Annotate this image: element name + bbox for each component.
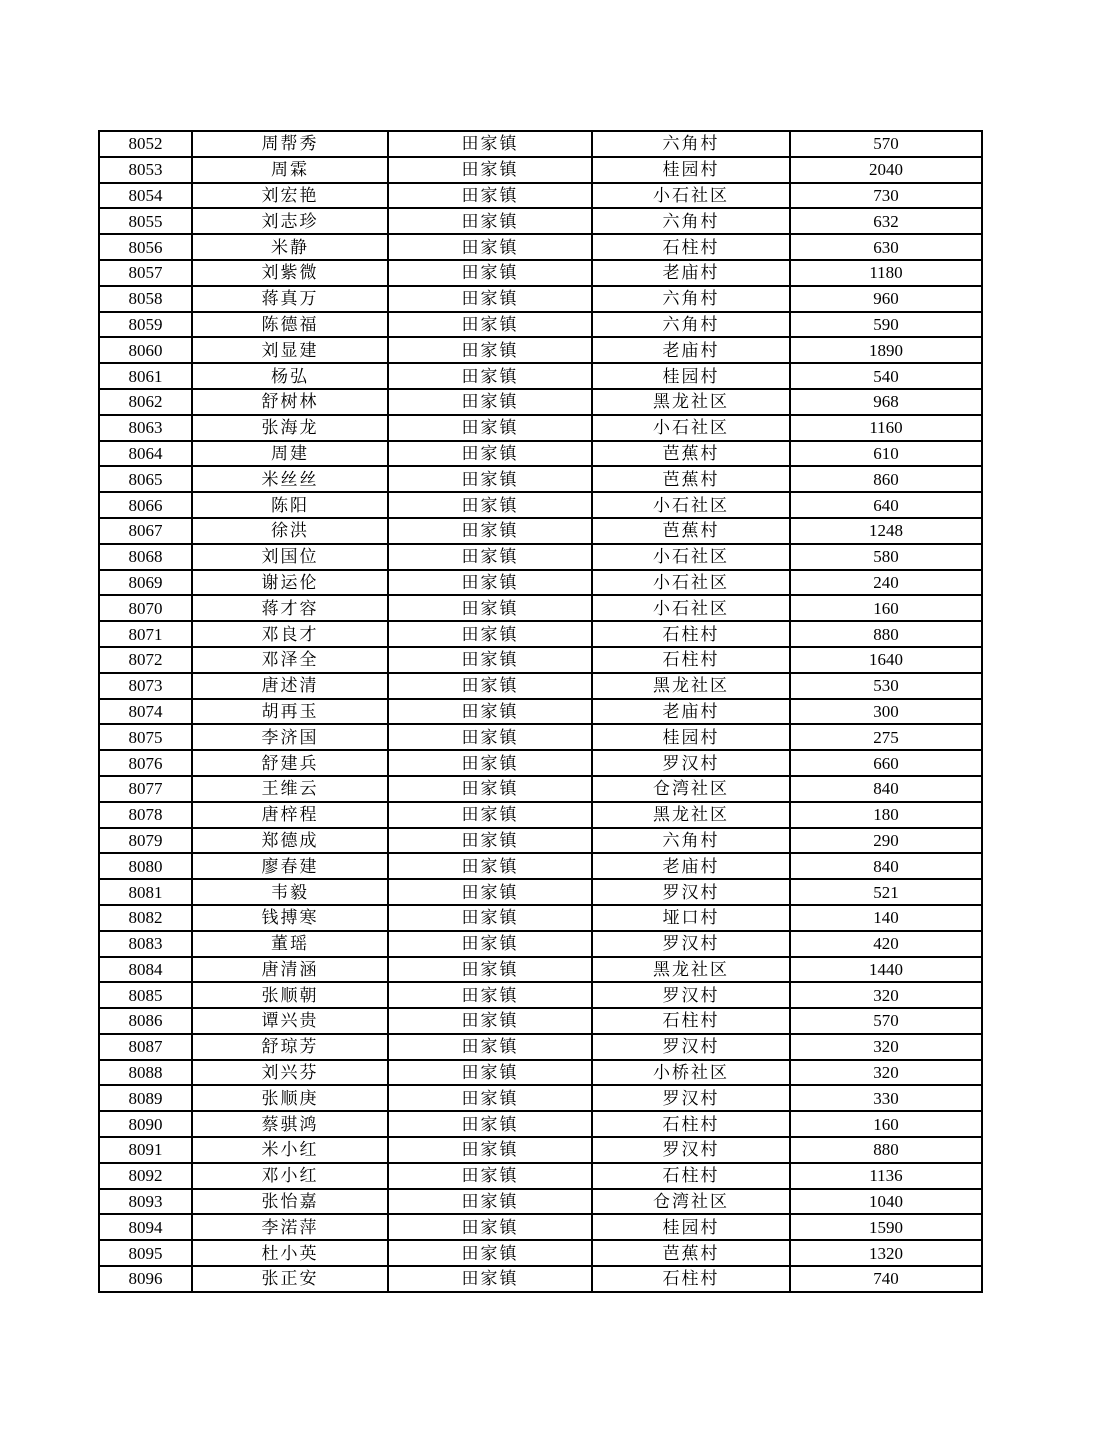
cell-village: 罗汉村	[592, 1034, 790, 1060]
cell-town: 田家镇	[388, 492, 592, 518]
cell-value: 960	[790, 286, 982, 312]
table-row	[99, 260, 982, 286]
cell-value: 420	[790, 931, 982, 957]
cell-village: 六角村	[592, 131, 790, 157]
cell-id: 8095	[99, 1240, 192, 1266]
cell-town: 田家镇	[388, 518, 592, 544]
cell-name: 唐述清	[192, 673, 388, 699]
cell-name: 唐梓程	[192, 802, 388, 828]
cell-name: 周霖	[192, 157, 388, 183]
table-row	[99, 1111, 982, 1137]
cell-value: 1040	[790, 1189, 982, 1215]
cell-value: 1590	[790, 1214, 982, 1240]
cell-value: 630	[790, 234, 982, 260]
cell-id: 8064	[99, 441, 192, 467]
table-row	[99, 234, 982, 260]
cell-village: 罗汉村	[592, 931, 790, 957]
cell-value: 320	[790, 1034, 982, 1060]
table-row	[99, 570, 982, 596]
cell-town: 田家镇	[388, 595, 592, 621]
cell-name: 张顺朝	[192, 982, 388, 1008]
cell-town: 田家镇	[388, 1214, 592, 1240]
table-row	[99, 853, 982, 879]
cell-village: 黑龙社区	[592, 389, 790, 415]
cell-town: 田家镇	[388, 544, 592, 570]
table-row	[99, 415, 982, 441]
cell-village: 罗汉村	[592, 750, 790, 776]
table-row	[99, 1060, 982, 1086]
cell-town: 田家镇	[388, 699, 592, 725]
cell-value: 1640	[790, 647, 982, 673]
cell-name: 蒋才容	[192, 595, 388, 621]
cell-village: 六角村	[592, 208, 790, 234]
cell-name: 董瑶	[192, 931, 388, 957]
cell-id: 8067	[99, 518, 192, 544]
cell-town: 田家镇	[388, 802, 592, 828]
cell-name: 米静	[192, 234, 388, 260]
cell-id: 8087	[99, 1034, 192, 1060]
cell-name: 杜小英	[192, 1240, 388, 1266]
cell-village: 桂园村	[592, 363, 790, 389]
cell-id: 8075	[99, 724, 192, 750]
cell-town: 田家镇	[388, 724, 592, 750]
cell-town: 田家镇	[388, 1008, 592, 1034]
cell-village: 黑龙社区	[592, 802, 790, 828]
cell-town: 田家镇	[388, 441, 592, 467]
cell-value: 570	[790, 1008, 982, 1034]
cell-id: 8086	[99, 1008, 192, 1034]
cell-village: 老庙村	[592, 337, 790, 363]
cell-id: 8094	[99, 1214, 192, 1240]
records-table	[98, 130, 983, 1293]
cell-value: 1160	[790, 415, 982, 441]
cell-village: 老庙村	[592, 260, 790, 286]
cell-village: 石柱村	[592, 647, 790, 673]
cell-village: 老庙村	[592, 853, 790, 879]
cell-name: 韦毅	[192, 879, 388, 905]
cell-id: 8093	[99, 1189, 192, 1215]
cell-town: 田家镇	[388, 750, 592, 776]
table-row	[99, 518, 982, 544]
cell-id: 8089	[99, 1085, 192, 1111]
cell-value: 1248	[790, 518, 982, 544]
table-row	[99, 1189, 982, 1215]
cell-town: 田家镇	[388, 1085, 592, 1111]
cell-town: 田家镇	[388, 957, 592, 983]
cell-name: 周建	[192, 441, 388, 467]
cell-town: 田家镇	[388, 621, 592, 647]
cell-town: 田家镇	[388, 828, 592, 854]
cell-name: 陈德福	[192, 312, 388, 338]
cell-id: 8069	[99, 570, 192, 596]
cell-id: 8092	[99, 1163, 192, 1189]
table-row	[99, 621, 982, 647]
table-row	[99, 286, 982, 312]
table-row	[99, 1214, 982, 1240]
cell-town: 田家镇	[388, 286, 592, 312]
table-row	[99, 208, 982, 234]
cell-name: 邓良才	[192, 621, 388, 647]
cell-value: 540	[790, 363, 982, 389]
cell-value: 632	[790, 208, 982, 234]
cell-town: 田家镇	[388, 1240, 592, 1266]
cell-id: 8061	[99, 363, 192, 389]
records-table-body	[99, 131, 982, 1292]
cell-village: 石柱村	[592, 621, 790, 647]
cell-value: 968	[790, 389, 982, 415]
table-row	[99, 982, 982, 1008]
cell-id: 8078	[99, 802, 192, 828]
cell-value: 160	[790, 595, 982, 621]
cell-value: 1136	[790, 1163, 982, 1189]
cell-value: 1440	[790, 957, 982, 983]
cell-id: 8057	[99, 260, 192, 286]
cell-town: 田家镇	[388, 1163, 592, 1189]
cell-village: 仓湾社区	[592, 776, 790, 802]
table-row	[99, 647, 982, 673]
table-row	[99, 363, 982, 389]
cell-name: 米小红	[192, 1137, 388, 1163]
cell-town: 田家镇	[388, 337, 592, 363]
cell-village: 仓湾社区	[592, 1189, 790, 1215]
cell-id: 8059	[99, 312, 192, 338]
cell-name: 李渃萍	[192, 1214, 388, 1240]
table-row	[99, 828, 982, 854]
cell-village: 石柱村	[592, 1266, 790, 1292]
cell-id: 8080	[99, 853, 192, 879]
cell-value: 240	[790, 570, 982, 596]
cell-name: 胡再玉	[192, 699, 388, 725]
cell-value: 1320	[790, 1240, 982, 1266]
cell-name: 郑德成	[192, 828, 388, 854]
cell-value: 521	[790, 879, 982, 905]
cell-name: 邓泽全	[192, 647, 388, 673]
cell-value: 740	[790, 1266, 982, 1292]
table-row	[99, 157, 982, 183]
table-row	[99, 389, 982, 415]
cell-name: 刘宏艳	[192, 183, 388, 209]
cell-village: 小石社区	[592, 595, 790, 621]
table-row	[99, 1034, 982, 1060]
table-row	[99, 466, 982, 492]
cell-village: 芭蕉村	[592, 518, 790, 544]
cell-name: 蒋真万	[192, 286, 388, 312]
cell-town: 田家镇	[388, 1189, 592, 1215]
cell-id: 8085	[99, 982, 192, 1008]
cell-town: 田家镇	[388, 1137, 592, 1163]
cell-value: 320	[790, 1060, 982, 1086]
cell-town: 田家镇	[388, 234, 592, 260]
cell-name: 谭兴贵	[192, 1008, 388, 1034]
table-row	[99, 312, 982, 338]
cell-id: 8055	[99, 208, 192, 234]
cell-id: 8079	[99, 828, 192, 854]
cell-value: 275	[790, 724, 982, 750]
cell-value: 320	[790, 982, 982, 1008]
table-row	[99, 699, 982, 725]
cell-town: 田家镇	[388, 905, 592, 931]
cell-town: 田家镇	[388, 931, 592, 957]
cell-name: 杨弘	[192, 363, 388, 389]
table-row	[99, 337, 982, 363]
cell-village: 桂园村	[592, 1214, 790, 1240]
table-row	[99, 1008, 982, 1034]
cell-village: 桂园村	[592, 157, 790, 183]
cell-name: 舒树林	[192, 389, 388, 415]
cell-value: 640	[790, 492, 982, 518]
cell-village: 小石社区	[592, 183, 790, 209]
table-row	[99, 673, 982, 699]
cell-village: 小石社区	[592, 570, 790, 596]
cell-id: 8081	[99, 879, 192, 905]
cell-id: 8088	[99, 1060, 192, 1086]
table-row	[99, 879, 982, 905]
cell-town: 田家镇	[388, 853, 592, 879]
cell-name: 刘紫微	[192, 260, 388, 286]
cell-id: 8065	[99, 466, 192, 492]
cell-name: 谢运伦	[192, 570, 388, 596]
cell-town: 田家镇	[388, 879, 592, 905]
cell-name: 张海龙	[192, 415, 388, 441]
cell-id: 8058	[99, 286, 192, 312]
cell-name: 王维云	[192, 776, 388, 802]
cell-town: 田家镇	[388, 389, 592, 415]
cell-village: 芭蕉村	[592, 466, 790, 492]
cell-name: 徐洪	[192, 518, 388, 544]
cell-village: 六角村	[592, 312, 790, 338]
cell-village: 石柱村	[592, 234, 790, 260]
cell-value: 880	[790, 1137, 982, 1163]
cell-name: 刘兴芬	[192, 1060, 388, 1086]
cell-id: 8074	[99, 699, 192, 725]
table-row	[99, 544, 982, 570]
cell-name: 张怡嘉	[192, 1189, 388, 1215]
cell-value: 1890	[790, 337, 982, 363]
cell-value: 530	[790, 673, 982, 699]
cell-id: 8054	[99, 183, 192, 209]
cell-village: 桂园村	[592, 724, 790, 750]
cell-name: 张正安	[192, 1266, 388, 1292]
cell-value: 1180	[790, 260, 982, 286]
cell-village: 黑龙社区	[592, 673, 790, 699]
cell-town: 田家镇	[388, 415, 592, 441]
cell-id: 8077	[99, 776, 192, 802]
cell-village: 罗汉村	[592, 879, 790, 905]
cell-name: 刘显建	[192, 337, 388, 363]
table-row	[99, 1163, 982, 1189]
cell-town: 田家镇	[388, 776, 592, 802]
cell-village: 老庙村	[592, 699, 790, 725]
table-row	[99, 183, 982, 209]
cell-value: 300	[790, 699, 982, 725]
cell-id: 8068	[99, 544, 192, 570]
table-row	[99, 957, 982, 983]
table-row	[99, 1266, 982, 1292]
cell-village: 罗汉村	[592, 1137, 790, 1163]
cell-value: 140	[790, 905, 982, 931]
cell-value: 2040	[790, 157, 982, 183]
cell-id: 8090	[99, 1111, 192, 1137]
cell-id: 8060	[99, 337, 192, 363]
cell-value: 840	[790, 853, 982, 879]
cell-town: 田家镇	[388, 1266, 592, 1292]
table-row	[99, 595, 982, 621]
cell-name: 刘志珍	[192, 208, 388, 234]
table-row	[99, 1240, 982, 1266]
cell-town: 田家镇	[388, 131, 592, 157]
cell-value: 580	[790, 544, 982, 570]
cell-town: 田家镇	[388, 982, 592, 1008]
table-row	[99, 750, 982, 776]
cell-id: 8053	[99, 157, 192, 183]
cell-name: 舒琼芳	[192, 1034, 388, 1060]
cell-name: 邓小红	[192, 1163, 388, 1189]
table-row	[99, 802, 982, 828]
cell-id: 8072	[99, 647, 192, 673]
cell-town: 田家镇	[388, 183, 592, 209]
cell-id: 8096	[99, 1266, 192, 1292]
cell-id: 8071	[99, 621, 192, 647]
cell-value: 180	[790, 802, 982, 828]
cell-village: 芭蕉村	[592, 441, 790, 467]
cell-town: 田家镇	[388, 208, 592, 234]
cell-name: 周帮秀	[192, 131, 388, 157]
cell-value: 860	[790, 466, 982, 492]
cell-id: 8052	[99, 131, 192, 157]
table-row	[99, 441, 982, 467]
cell-name: 钱搏寒	[192, 905, 388, 931]
cell-id: 8066	[99, 492, 192, 518]
cell-id: 8073	[99, 673, 192, 699]
table-row	[99, 776, 982, 802]
cell-town: 田家镇	[388, 157, 592, 183]
cell-village: 石柱村	[592, 1008, 790, 1034]
cell-village: 石柱村	[592, 1163, 790, 1189]
cell-town: 田家镇	[388, 647, 592, 673]
cell-village: 石柱村	[592, 1111, 790, 1137]
cell-value: 590	[790, 312, 982, 338]
cell-town: 田家镇	[388, 466, 592, 492]
cell-name: 张顺庚	[192, 1085, 388, 1111]
cell-value: 840	[790, 776, 982, 802]
cell-town: 田家镇	[388, 260, 592, 286]
cell-value: 570	[790, 131, 982, 157]
cell-value: 160	[790, 1111, 982, 1137]
cell-village: 小桥社区	[592, 1060, 790, 1086]
cell-village: 小石社区	[592, 544, 790, 570]
cell-value: 660	[790, 750, 982, 776]
cell-village: 小石社区	[592, 415, 790, 441]
cell-town: 田家镇	[388, 312, 592, 338]
cell-village: 小石社区	[592, 492, 790, 518]
cell-id: 8070	[99, 595, 192, 621]
cell-value: 330	[790, 1085, 982, 1111]
table-row	[99, 905, 982, 931]
cell-value: 730	[790, 183, 982, 209]
cell-village: 罗汉村	[592, 1085, 790, 1111]
cell-value: 610	[790, 441, 982, 467]
table-row	[99, 1085, 982, 1111]
cell-village: 六角村	[592, 828, 790, 854]
table-row	[99, 931, 982, 957]
cell-id: 8076	[99, 750, 192, 776]
cell-id: 8056	[99, 234, 192, 260]
cell-value: 290	[790, 828, 982, 854]
cell-name: 李济国	[192, 724, 388, 750]
cell-village: 罗汉村	[592, 982, 790, 1008]
cell-id: 8083	[99, 931, 192, 957]
cell-name: 唐清涵	[192, 957, 388, 983]
cell-name: 廖春建	[192, 853, 388, 879]
cell-village: 黑龙社区	[592, 957, 790, 983]
cell-name: 米丝丝	[192, 466, 388, 492]
cell-name: 陈阳	[192, 492, 388, 518]
cell-village: 六角村	[592, 286, 790, 312]
table-row	[99, 131, 982, 157]
cell-name: 刘国位	[192, 544, 388, 570]
table-row	[99, 492, 982, 518]
cell-id: 8063	[99, 415, 192, 441]
cell-town: 田家镇	[388, 673, 592, 699]
cell-town: 田家镇	[388, 1034, 592, 1060]
cell-name: 蔡骐鸿	[192, 1111, 388, 1137]
cell-village: 芭蕉村	[592, 1240, 790, 1266]
cell-town: 田家镇	[388, 1111, 592, 1137]
cell-town: 田家镇	[388, 363, 592, 389]
cell-town: 田家镇	[388, 570, 592, 596]
table-row	[99, 724, 982, 750]
cell-village: 垭口村	[592, 905, 790, 931]
cell-id: 8091	[99, 1137, 192, 1163]
cell-id: 8062	[99, 389, 192, 415]
cell-id: 8084	[99, 957, 192, 983]
cell-id: 8082	[99, 905, 192, 931]
table-row	[99, 1137, 982, 1163]
cell-value: 880	[790, 621, 982, 647]
cell-name: 舒建兵	[192, 750, 388, 776]
cell-town: 田家镇	[388, 1060, 592, 1086]
